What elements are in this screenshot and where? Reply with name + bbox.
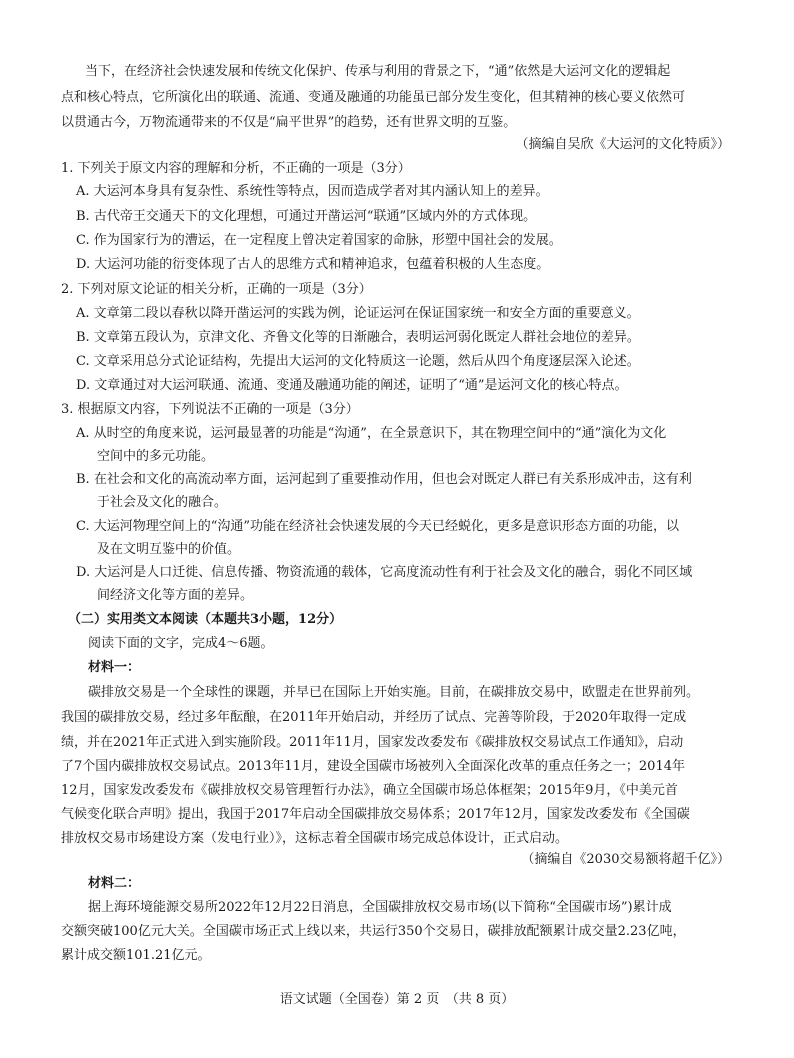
passage-line: 当下，在经济社会快速发展和传统文化保护、传承与利用的背景之下，“通”依然是大运河文化的逻辑起: [85, 64, 671, 79]
question-2-option-a: A. 文章第二段以春秋以降开凿运河的实践为例，论证运河在保证国家统一和安全方面的重要意义。: [76, 306, 640, 321]
passage-line: 以贯通古今，万物流通带来的不仅是“扁平世界”的趋势，还有世界文明的互鉴。: [61, 115, 517, 130]
question-1-option-d: D. 大运河功能的衍变体现了古人的思维方式和精神追求，包蕴着积极的人生态度。: [76, 257, 550, 272]
material-2-label: 材料二：: [88, 876, 141, 891]
material-2-line: 据上海环境能源交易所2022年12月22日消息，全国碳排放权交易市场(以下简称“全国碳市场”)累计成: [88, 900, 672, 915]
question-3-option-d-cont: 间经济文化等方面的差异。: [97, 588, 254, 603]
question-2-option-b: B. 文章第五段认为，京津文化、齐鲁文化等的日渐融合，表明运河弱化既定人群社会地位的差异。: [76, 330, 640, 345]
question-3-option-a-cont: 空间中的多元功能。: [97, 449, 215, 464]
material-1-line: 绩，并在2021年正式进入到实施阶段。2011年11月，国家发改委发布《碳排放权交易试点工作通知》，启动: [61, 735, 684, 750]
passage-line: 点和核心特点，它所演化出的联通、流通、变通及融通的功能虽已部分发生变化，但其精神的核心要义依然可: [61, 90, 686, 105]
material-1-line: 碳排放交易是一个全球性的课题，并早已在国际上开始实施。目前，在碳排放交易中，欧盟走在世界前列。: [88, 685, 700, 700]
question-3-option-b-cont: 于社会及文化的融合。: [97, 495, 228, 510]
section-heading: （二）实用类文本阅读（本题共3小题，12分）: [68, 612, 343, 627]
question-3-stem: 3. 根据原文内容，下列说法不正确的一项是（3分）: [61, 402, 359, 417]
material-1-line: 12月，国家发改委发布《碳排放权交易管理暂行办法》，确立全国碳市场总体框架；2015年9月，《中美元首: [61, 783, 678, 798]
question-1-option-a: A. 大运河本身具有复杂性、系统性等特点，因而造成学者对其内涵认知上的差异。: [76, 184, 549, 199]
question-2-option-d: D. 文章通过对大运河联通、流通、变通及融通功能的阐述，证明了“通”是运河文化的核心特点。: [76, 378, 628, 393]
material-1-line: 了7个国内碳排放权交易试点。2013年11月，建设全国碳市场被列入全面深化改革的重点任务之一；2014年: [61, 759, 685, 774]
question-3-option-a: A. 从时空的角度来说，运河最显著的功能是“沟通”，在全景意识下，其在物理空间中的“通”演化为文化: [76, 426, 667, 441]
question-3-option-d: D. 大运河是人口迁徙、信息传播、物资流通的载体，它高度流动性有利于社会及文化的融合，弱化不同区域: [76, 565, 693, 580]
passage-source: （摘编自吴欣《大运河的文化特质》）: [515, 137, 730, 152]
material-1-label: 材料一：: [88, 660, 141, 675]
question-3-option-c-cont: 及在文明互鉴中的价值。: [97, 542, 241, 557]
question-3-option-c: C. 大运河物理空间上的“沟通”功能在经济社会快速发展的今天已经蜕化，更多是意识形态方面的功能，以: [76, 519, 680, 534]
material-1-source: （摘编自《2030交易额将超千亿》）: [521, 852, 730, 867]
material-1-line: 我国的碳排放交易，经过多年酝酿，在2011年开始启动，并经历了试点、完善等阶段，于2020年取得一定成: [61, 710, 687, 725]
question-2-option-c: C. 文章采用总分式论证结构，先提出大运河的文化特质这一论题，然后从四个角度逐层深入论述。: [76, 354, 640, 369]
page-footer: 语文试题（全国卷）第 2 页 （共 8 页）: [279, 992, 515, 1007]
question-1-option-b: B. 古代帝王交通天下的文化理想，可通过开凿运河“联通”区域内外的方式体现。: [76, 209, 537, 224]
question-1-option-c: C. 作为国家行为的漕运，在一定程度上曾决定着国家的命脉，形塑中国社会的发展。: [76, 233, 562, 248]
question-2-stem: 2. 下列对原文论证的相关分析，正确的一项是（3分）: [61, 282, 372, 297]
material-1-line: 气候变化联合声明》提出，我国于2017年启动全国碳排放交易体系；2017年12月，国家发改委发布《全国碳: [61, 807, 690, 822]
material-1-line: 排放权交易市场建设方案（发电行业）》，这标志着全国碳市场完成总体设计，正式启动。: [61, 831, 569, 846]
material-2-line: 累计成交额101.21亿元。: [61, 948, 211, 963]
question-1-stem: 1. 下列关于原文内容的理解和分析，不正确的一项是（3分）: [61, 161, 411, 176]
section-instruction: 阅读下面的文字，完成4～6题。: [88, 636, 274, 651]
material-2-line: 交额突破100亿元大关。全国碳市场正式上线以来，共运行350个交易日，碳排放配额累计成交量2.23亿吨，: [61, 924, 686, 939]
question-3-option-b: B. 在社会和文化的高流动率方面，运河起到了重要推动作用，但也会对既定人群已有关系形成冲击，这有利: [76, 472, 692, 487]
